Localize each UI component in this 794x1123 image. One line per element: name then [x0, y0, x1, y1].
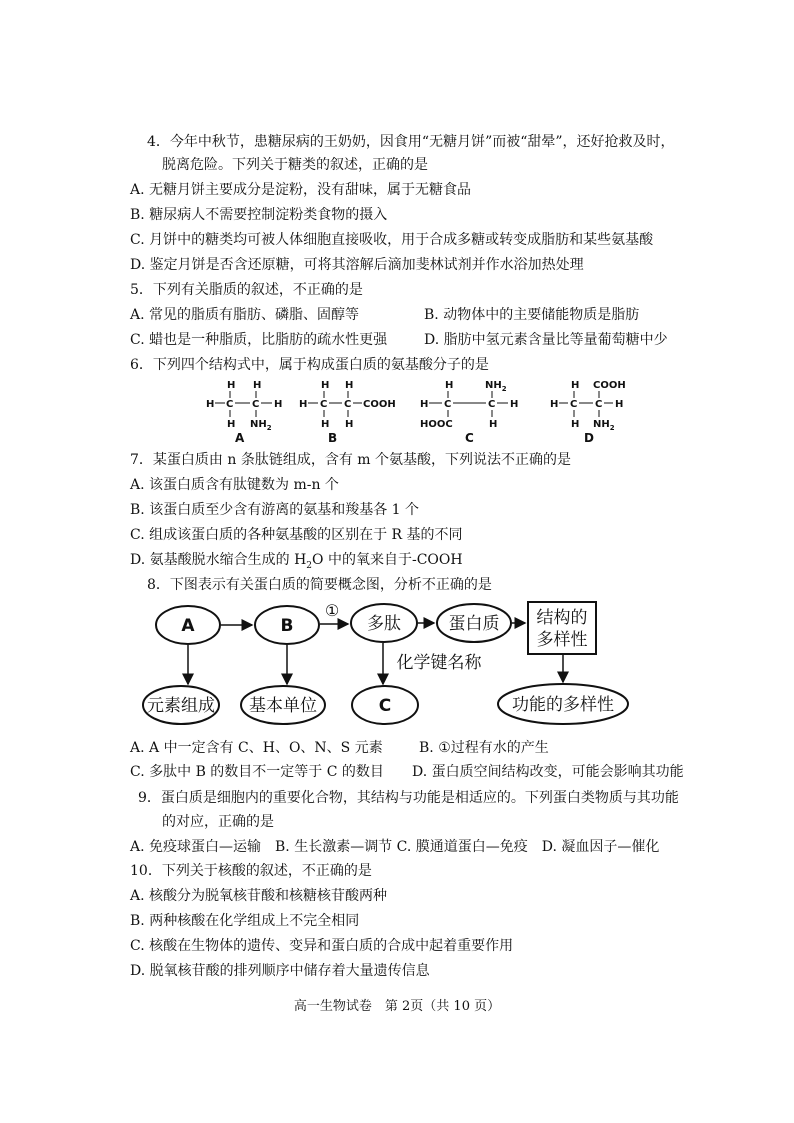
node-unit-label: 基本单位	[249, 696, 317, 716]
q10-option-a: A. 核酸分为脱氧核苷酸和核糖核苷酸两种	[130, 888, 388, 904]
step-1-label: ①	[324, 601, 340, 620]
q4-stem-line2: 脱离危险。下列关于糖类的叙述，正确的是	[162, 157, 428, 173]
group-nh2: NH	[593, 419, 610, 430]
bond-name-label: 化学键名称	[396, 653, 482, 673]
svg-text:NH2: $NH_2$	[593, 419, 615, 432]
q7-option-d: D. 氨基酸脱水缩合生成的 $H_2O$ 中的氧来自于-COOH	[130, 552, 463, 571]
atom-h: H	[227, 419, 236, 430]
atom-h: H	[206, 399, 215, 410]
node-elements-label: 元素组成	[147, 696, 215, 716]
q10-stem: 10．下列关于核酸的叙述，不正确的是	[130, 863, 372, 879]
q4-option-c: C. 月饼中的糖类均可被人体细胞直接吸收，用于合成多糖或转变成脂肪和某些氨基酸	[130, 232, 654, 248]
structure-label-a: A	[235, 431, 245, 445]
atom-h: H	[227, 380, 236, 391]
q9-stem-line1: 9．蛋白质是细胞内的重要化合物，其结构与功能是相适应的。下列蛋白类物质与其功能	[138, 790, 679, 806]
q5-option-c: C. 蜡也是一种脂质，比脂肪的疏水性更强	[130, 332, 388, 348]
atom-c: C	[252, 399, 260, 410]
svg-text:NH2: $NH_2$	[250, 419, 272, 432]
q9-options: A. 免疫球蛋白—运输 B. 生长激素—调节 C. 膜通道蛋白—免疫 D. 凝血因子—催化	[130, 839, 660, 855]
atom-h: H	[510, 399, 519, 410]
node-structure-label-1: 结构的	[536, 608, 588, 628]
q7-option-a: A. 该蛋白质含有肽键数为 m-n 个	[130, 477, 339, 493]
q5-option-a: A. 常见的脂质有脂肪、磷脂、固醇等	[130, 307, 360, 323]
atom-c: C	[595, 399, 603, 410]
atom-h: H	[420, 399, 429, 410]
q8-option-b: B. ①过程有水的产生	[419, 740, 549, 756]
q7-option-c: C. 组成该蛋白质的各种氨基酸的区别在于 R 基的不同	[130, 527, 463, 543]
q8-stem: 8．下图表示有关蛋白质的简要概念图，分析不正确的是	[147, 577, 492, 593]
page-footer: 高一生物试卷 第 2页（共 10 页）	[293, 999, 501, 1014]
atom-c: C	[444, 399, 452, 410]
atom-h: H	[571, 419, 580, 430]
q10-option-c: C. 核酸在生物体的遗传、变异和蛋白质的合成中起着重要作用	[130, 938, 514, 954]
atom-h: H	[345, 419, 354, 430]
q5-option-d: D. 脂肪中氢元素含量比等量葡萄糖中少	[424, 332, 668, 348]
protein-concept-diagram	[135, 598, 645, 728]
atom-h: H	[321, 419, 330, 430]
q4-option-a: A. 无糖月饼主要成分是淀粉，没有甜味，属于无糖食品	[130, 182, 472, 198]
group-nh2: NH	[250, 419, 267, 430]
q5-stem: 5．下列有关脂质的叙述，不正确的是	[130, 282, 363, 298]
structure-d	[550, 380, 626, 445]
atom-c: C	[320, 399, 328, 410]
structure-b	[299, 380, 396, 445]
group-cooh: COOH	[593, 380, 626, 391]
q4-option-d: D. 鉴定月饼是否含还原糖，可将其溶解后滴加斐林试剂并作水浴加热处理	[130, 257, 584, 273]
node-b-label: B	[280, 616, 294, 636]
q8-option-a: A. A 中一定含有 C、H、O、N、S 元素	[130, 740, 383, 756]
q10-option-b: B. 两种核酸在化学组成上不完全相同	[130, 913, 360, 929]
q7-stem: 7．某蛋白质由 n 条肽链组成，含有 m 个氨基酸，下列说法不正确的是	[130, 452, 571, 468]
structure-label-b: B	[328, 431, 338, 445]
atom-c: C	[488, 399, 496, 410]
group-hooc: HOOC	[420, 419, 453, 430]
structure-a	[206, 380, 282, 445]
node-polypeptide-label: 多肽	[367, 614, 401, 634]
q8-option-c: C. 多肽中 B 的数目不一定等于 C 的数目	[130, 764, 384, 780]
q7-option-b: B. 该蛋白质至少含有游离的氨基和羧基各 1 个	[130, 502, 419, 518]
q4-stem-line1: 4．今年中秋节，患糖尿病的王奶奶，因食用“无糖月饼”而被“甜晕”，还好抢救及时，	[147, 134, 675, 150]
node-protein-label: 蛋白质	[448, 614, 500, 634]
q10-option-d: D. 脱氧核苷酸的排列顺序中储存着大量遗传信息	[130, 963, 430, 979]
atom-c: C	[570, 399, 578, 410]
q8-option-d: D. 蛋白质空间结构改变，可能会影响其功能	[412, 764, 684, 780]
q4-option-b: B. 糖尿病人不需要控制淀粉类食物的摄入	[130, 207, 388, 223]
q5-option-b: B. 动物体中的主要储能物质是脂肪	[424, 307, 640, 323]
node-function-label: 功能的多样性	[512, 695, 614, 715]
atom-h: H	[345, 380, 354, 391]
node-c-label: C	[378, 696, 392, 716]
atom-h: H	[489, 419, 498, 430]
atom-h: H	[445, 380, 454, 391]
atom-h: H	[550, 399, 559, 410]
structure-c	[420, 380, 518, 445]
atom-h: H	[274, 399, 283, 410]
atom-c: C	[344, 399, 352, 410]
svg-text:NH2: $NH_2$	[485, 380, 507, 393]
amino-acid-structures	[195, 375, 635, 447]
q6-stem: 6．下列四个结构式中，属于构成蛋白质的氨基酸分子的是	[130, 357, 489, 373]
atom-c: C	[226, 399, 234, 410]
atom-h: H	[615, 399, 624, 410]
node-structure-label-2: 多样性	[536, 630, 588, 650]
atom-h: H	[253, 380, 262, 391]
group-cooh: COOH	[363, 399, 396, 410]
atom-h: H	[299, 399, 308, 410]
structure-label-c: C	[465, 431, 474, 445]
structure-label-d: D	[584, 431, 594, 445]
q9-stem-line2: 的对应，正确的是	[162, 814, 274, 830]
atom-h: H	[321, 380, 330, 391]
atom-h: H	[571, 380, 580, 391]
group-nh2: NH	[485, 380, 502, 391]
node-a-label: A	[181, 616, 195, 636]
